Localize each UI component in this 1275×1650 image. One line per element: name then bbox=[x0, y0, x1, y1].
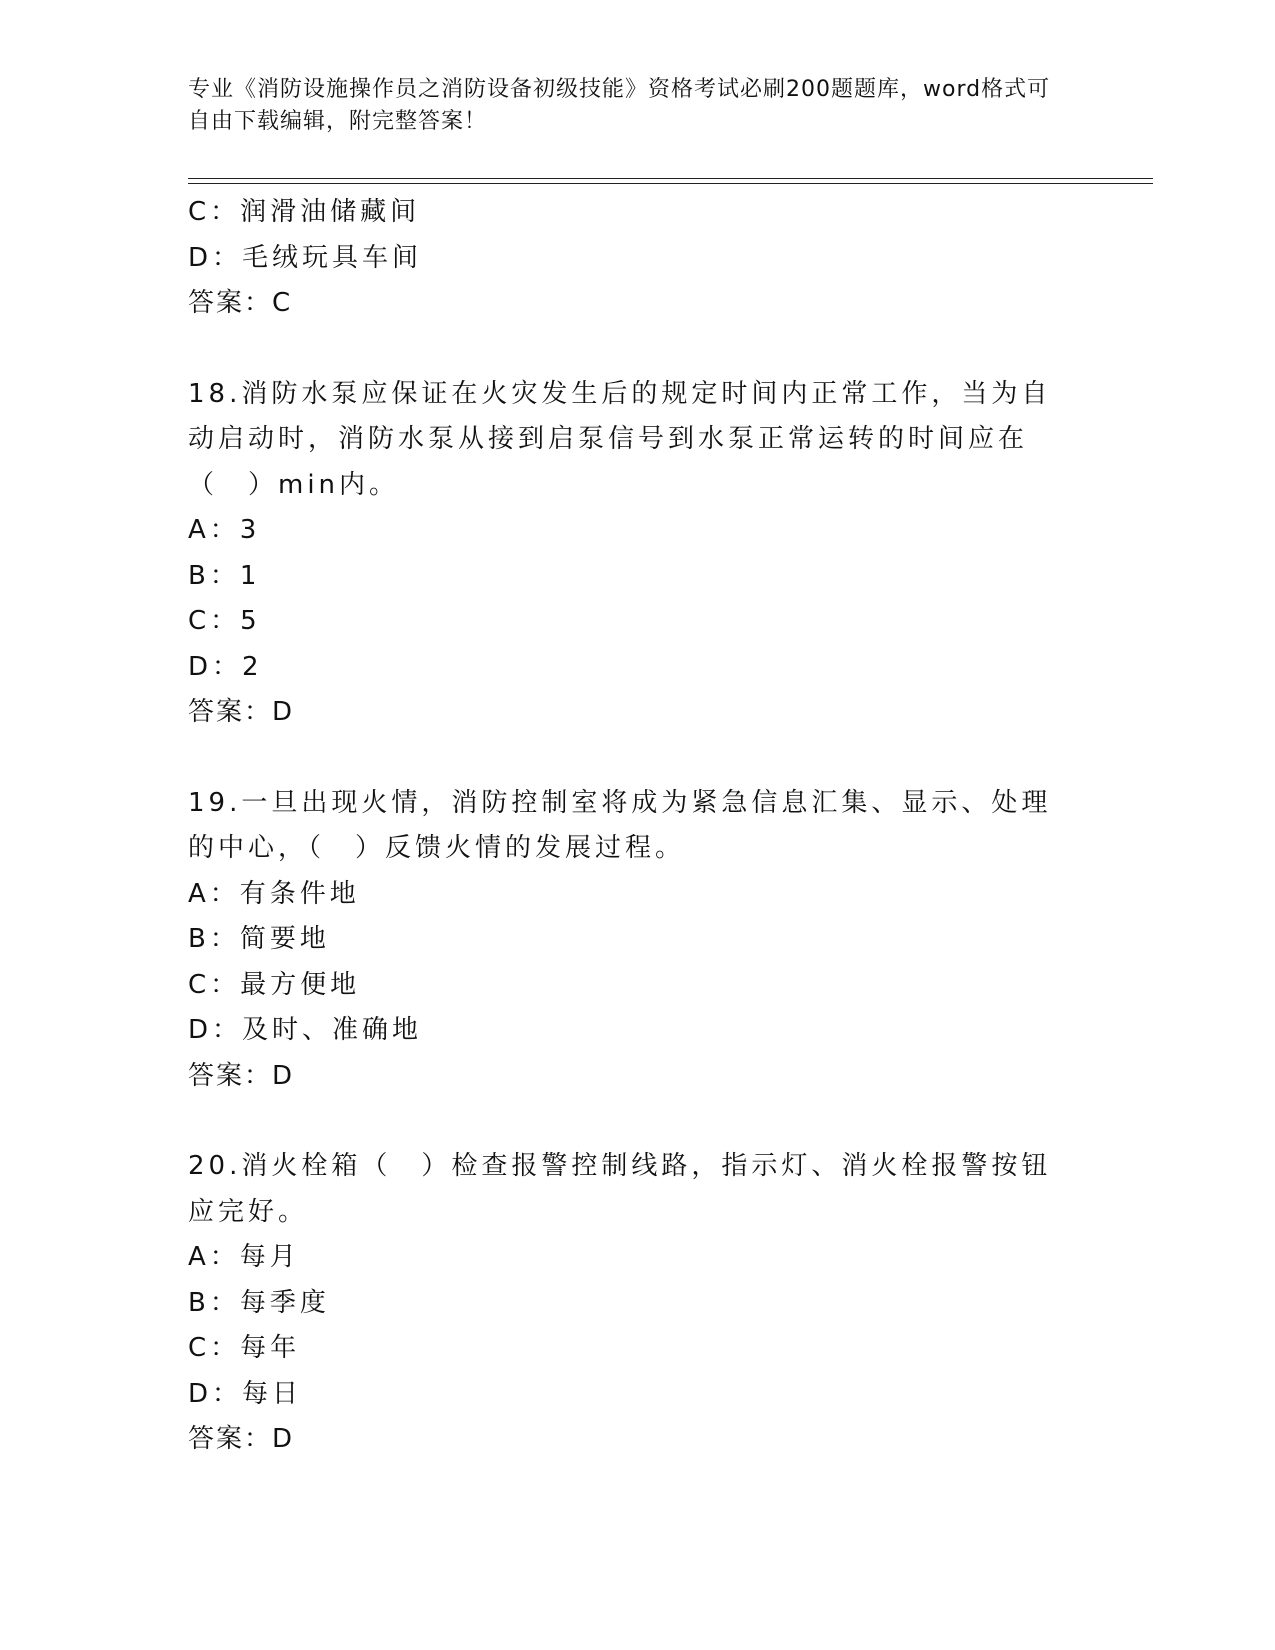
answer-line: 答案：D bbox=[188, 1060, 295, 1091]
option-d: D：毛绒玩具车间 bbox=[188, 242, 423, 273]
question-list bbox=[188, 190, 1088, 1463]
question-18 bbox=[188, 372, 1088, 736]
option-b: B：1 bbox=[188, 560, 261, 591]
question-text: 20.消火栓箱（ ）检查报警控制线路，指示灯、消火栓报警按钮应完好。 bbox=[188, 1151, 1052, 1227]
header-rule-top bbox=[188, 178, 1153, 179]
option-c: C：每年 bbox=[188, 1333, 301, 1363]
option-c: C：最方便地 bbox=[188, 969, 361, 1000]
option-a: A：每月 bbox=[188, 1242, 300, 1272]
question-20 bbox=[188, 1144, 1088, 1463]
option-a: A：3 bbox=[188, 515, 261, 545]
answer-line: 答案：C bbox=[188, 288, 293, 318]
answer-line: 答案：D bbox=[188, 1424, 295, 1454]
option-d: D：每日 bbox=[188, 1378, 303, 1409]
question-19 bbox=[188, 781, 1088, 1100]
option-c: C：5 bbox=[188, 606, 261, 636]
option-a: A：有条件地 bbox=[188, 878, 360, 909]
partial-question bbox=[188, 190, 1088, 327]
question-text: 18.消防水泵应保证在火灾发生后的规定时间内正常工作，当为自动启动时，消防水泵从接到启泵信号到水泵正常运转的时间应在（ ）min内。 bbox=[188, 378, 1052, 500]
document-header: 专业《消防设施操作员之消防设备初级技能》资格考试必刷200题题库，word格式可自由下载编辑，附完整答案！ bbox=[188, 77, 1051, 134]
option-c: C：润滑油储藏间 bbox=[188, 197, 421, 227]
option-b: B：每季度 bbox=[188, 1287, 330, 1318]
question-text: 19.一旦出现火情，消防控制室将成为紧急信息汇集、显示、处理的中心，（ ）反馈火情的发展过程。 bbox=[188, 787, 1052, 863]
option-d: D：2 bbox=[188, 651, 263, 682]
option-d: D：及时、准确地 bbox=[188, 1015, 423, 1045]
option-b: B：简要地 bbox=[188, 924, 330, 954]
answer-line: 答案：D bbox=[188, 697, 295, 727]
header-rule-bottom bbox=[188, 183, 1153, 184]
